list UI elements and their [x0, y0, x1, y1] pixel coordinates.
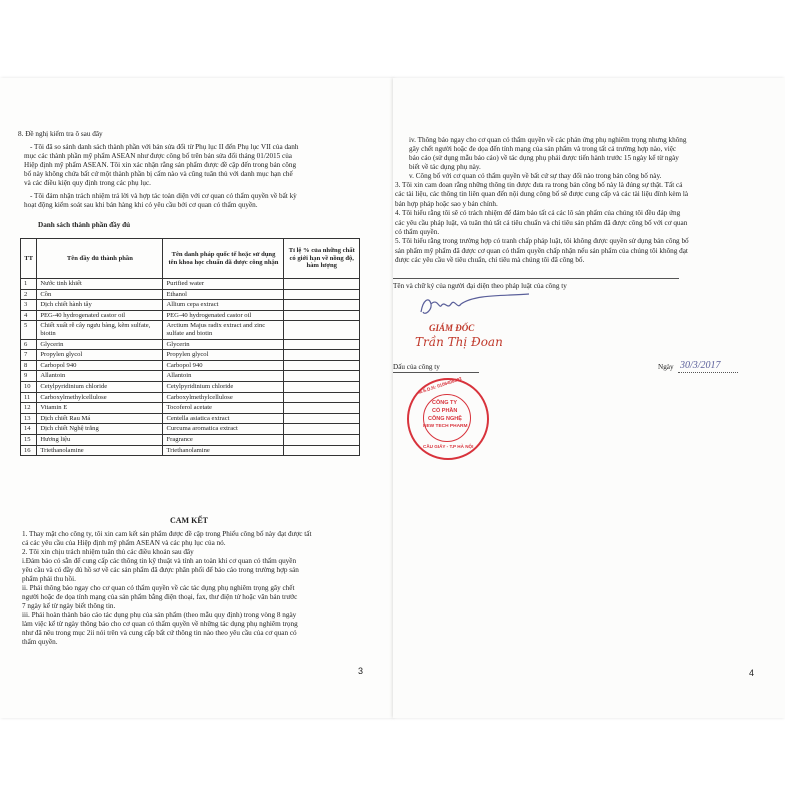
seal-underline [393, 372, 479, 373]
table-cell: Tocoferol acetate [163, 403, 284, 414]
page-number: 3 [358, 666, 364, 676]
table-cell: 12 [21, 403, 37, 414]
table-cell: 11 [21, 392, 37, 403]
right-page-line: biết về tác dụng phụ này. [409, 163, 481, 171]
para1-line: và các điều kiện quy định trong các phụ lục. [24, 179, 151, 187]
table-cell: Cồn [37, 289, 163, 300]
table-cell [284, 310, 360, 321]
table-cell: Carboxylmethylcellulose [37, 392, 163, 403]
right-page-line: v. Công bố với cơ quan có thẩm quyền về bất cứ sự thay đổi nào trong bản công bố này. [409, 172, 662, 180]
table-cell: Propylen glycol [37, 350, 163, 361]
stamp-rim-bottom: CẦU GIẤY - T.P HÀ NỘI [423, 444, 474, 449]
table-cell [284, 445, 360, 456]
para2-line: - Tôi đảm nhận trách nhiệm trả lời và hợp tác toàn diện với cơ quan có thẩm quyền về bất kỳ [30, 192, 297, 200]
table-cell: Nước tinh khiết [37, 279, 163, 290]
signer-label: Tên và chữ ký của người đại diện theo pháp luật của công ty [393, 282, 567, 290]
commit-line: làm việc kể từ ngày thông báo cho cơ quan có thẩm quyền về những tác dụng phụ nghiêm trọng [22, 620, 298, 628]
table-cell: Glycerin [37, 339, 163, 350]
commit-line: phẩm phải thu hồi. [22, 575, 76, 583]
document-page-left [0, 78, 393, 718]
table-cell: 2 [21, 289, 37, 300]
table-cell: Centella asiatica extract [163, 413, 284, 424]
date-value: 30/3/2017 [680, 360, 721, 371]
right-page-line: gây chết người hoặc đe dọa đến tính mạng của sản phẩm và trong tất cả trường hợp nào, việc [409, 145, 677, 153]
stamp-line: CỔ PHẦN [432, 408, 458, 414]
date-underline [678, 372, 738, 373]
table-cell: 14 [21, 424, 37, 435]
table-row [21, 360, 360, 371]
table-cell: 16 [21, 445, 37, 456]
table-cell: 5 [21, 321, 37, 339]
commit-line: cả các yêu cầu của Hiệp định mỹ phẩm ASEAN và các phụ lục của nó. [22, 539, 226, 547]
table-cell: Dịch chiết hành tây [37, 300, 163, 311]
table-cell: Vitamin E [37, 403, 163, 414]
commit-line: thẩm quyền. [22, 638, 58, 646]
para1-line: - Tôi đã so sánh danh sách thành phần với bản sửa đổi từ Phụ lục II đến Phụ lục VII của danh [30, 143, 299, 151]
table-cell: 3 [21, 300, 37, 311]
right-page-line: có thẩm quyền. [395, 228, 440, 236]
commit-line: người hoặc đe dọa tính mạng của sản phẩm bằng điện thoại, fax, thư điện tử hoặc văn bản trước [22, 593, 298, 601]
table-cell: Triethanolamine [163, 445, 284, 456]
table-cell [284, 381, 360, 392]
table-cell: Carbopol 940 [163, 360, 284, 371]
table-cell: Chiết xuất rễ cây ngưu bàng, kẽm sulfate, biotin [37, 321, 163, 339]
table-cell: 6 [21, 339, 37, 350]
divider-line [393, 278, 679, 279]
table-cell: Cetylpyridinium chloride [37, 381, 163, 392]
table-cell: Propylen glycol [163, 350, 284, 361]
table-row [21, 445, 360, 456]
table-cell: 15 [21, 434, 37, 445]
commit-line: iii. Phải hoàn thành báo cáo tác dụng phụ của sản phẩm (theo mẫu quy định) trong vòng 8 ngày [22, 611, 297, 619]
table-cell: 7 [21, 350, 37, 361]
table-row [21, 300, 360, 311]
table-row [21, 424, 360, 435]
para1-line: bố này không chứa bất cứ một thành phần bị cấm nào và cũng tuân thủ với danh mục hạn chế [24, 170, 293, 178]
table-header: Tên đầy đủ thành phần [37, 239, 163, 279]
para1-line: Hiệp định mỹ phẩm ASEAN. Tôi xin xác nhận rằng sản phẩm được đề cập đến trong bản công [24, 161, 297, 169]
right-page-line: các yêu cầu pháp luật, và tuân thủ tất cả tiêu chuẩn và chỉ tiêu sản phẩm đã được công bố với cơ quan [395, 218, 688, 227]
table-row [21, 289, 360, 300]
stamp-line: CÔNG NGHỆ [428, 416, 462, 422]
right-page-line: 5. Tôi hiểu rằng trong trường hợp có tranh chấp pháp luật, tôi không được quyền sử dụng bản công bố [395, 237, 689, 246]
commit-line: ii. Phải thông báo ngay cho cơ quan có thẩm quyền về các tác dụng phụ nghiêm trọng gây chết [22, 584, 295, 592]
signature [415, 290, 535, 324]
table-row [21, 381, 360, 392]
table-row [21, 403, 360, 414]
table-cell: 9 [21, 371, 37, 382]
commit-line: i.Đảm bảo có sẵn để cung cấp các thông tin kỹ thuật và tính an toàn khi cơ quan có thẩm quyền [22, 557, 297, 565]
stamp-line: CÔNG TY [432, 400, 458, 406]
stamp-line: NEW TECH PHARM [423, 424, 468, 429]
table-cell [284, 339, 360, 350]
commit-line: 2. Tôi xin chịu trách nhiệm tuân thủ các điều khoản sau đây [22, 548, 194, 556]
table-cell [284, 350, 360, 361]
table-row [21, 392, 360, 403]
table-cell [284, 392, 360, 403]
table-header: TT [21, 239, 37, 279]
director-name: Trần Thị Đoan [415, 335, 503, 349]
commit-title: CAM KẾT [170, 516, 208, 525]
table-cell: Arctium Majus radix extract and zinc sulfate and biotin [163, 321, 284, 339]
director-title: GIÁM ĐỐC [429, 323, 475, 333]
right-page-line: 4. Tôi hiểu rằng tôi sẽ có trách nhiệm để đảm bảo tất cả các lô sản phẩm của chúng tôi đều đáp ứng [395, 209, 681, 218]
table-cell: 10 [21, 381, 37, 392]
table-cell: Fragrance [163, 434, 284, 445]
document-page-right [393, 78, 785, 718]
table-cell: Cetylpyridinium chloride [163, 381, 284, 392]
table-row [21, 279, 360, 290]
table-row [21, 350, 360, 361]
commit-line: yêu cầu và có đầy đủ hồ sơ về các sản phẩm đã được phân phối để báo cáo trong trường hợp sản [22, 566, 299, 574]
table-row [21, 310, 360, 321]
table-cell [284, 413, 360, 424]
table-cell [284, 289, 360, 300]
right-page-line: báo cáo (sử dụng mẫu báo cáo) về tác dụng phụ phải được tiến hành trước 15 ngày kể từ ngày [409, 154, 679, 162]
table-cell: PEG-40 hydrogenated castor oil [37, 310, 163, 321]
table-cell [284, 360, 360, 371]
table-cell: 1 [21, 279, 37, 290]
table-cell [284, 371, 360, 382]
right-page-line: 3. Tôi xin cam đoan rằng những thông tin được đưa ra trong bản công bố này là đúng sự thật. Tất cả [395, 181, 683, 189]
right-page-line: được các yêu cầu về tiêu chuẩn, chỉ tiêu mà chúng tôi đã công bố. [395, 256, 585, 265]
table-cell: Ethanol [163, 289, 284, 300]
table-cell [284, 300, 360, 311]
table-cell: Carbopol 940 [37, 360, 163, 371]
table-cell: Dịch chiết Nghệ trắng [37, 424, 163, 435]
table-cell: Hương liệu [37, 434, 163, 445]
right-page-line: các tài liệu, các thông tin liên quan đến nội dung công bố sẽ được cung cấp và các tài liệu đính kèm là [395, 190, 689, 199]
table-row [21, 434, 360, 445]
ingredient-table [20, 238, 360, 456]
right-page-line: sản phẩm mỹ phẩm đã được cơ quan có thẩm quyền chấp nhận nếu sản phẩm của chúng tôi không đạt [395, 246, 688, 255]
para2-line: hoạt động kiểm soát sau khi bán hàng khi có yêu cầu bởi cơ quan có thẩm quyền. [24, 201, 258, 209]
table-cell [284, 403, 360, 414]
table-cell: Dịch chiết Rau Má [37, 413, 163, 424]
table-cell: Glycerin [163, 339, 284, 350]
table-cell: 4 [21, 310, 37, 321]
seal-label: Dấu của công ty [393, 363, 440, 371]
table-cell [284, 279, 360, 290]
commit-line: như đã nêu trong mục 2ii nói trên và cung cấp bất cứ thông tin nào theo yêu cầu của cơ quan có [22, 629, 297, 637]
table-header: Tỉ lệ % của những chất có giới hạn về nồng độ, hàm lượng [284, 239, 360, 279]
stamp-rim-top: M.S.D.N: 0106408392 [417, 376, 463, 395]
table-cell: Allantoin [37, 371, 163, 382]
table-cell: Allantoin [163, 371, 284, 382]
table-cell [284, 434, 360, 445]
para1-line: mục các thành phần mỹ phẩm ASEAN như được công bố trên bản sửa đổi tháng 01/2015 của [24, 152, 292, 160]
table-cell [284, 321, 360, 339]
table-cell: Allium cepa extract [163, 300, 284, 311]
table-cell: 13 [21, 413, 37, 424]
table-cell [284, 424, 360, 435]
right-page-line: bản hợp pháp hoặc sao y bản chính. [395, 199, 498, 208]
table-row [21, 413, 360, 424]
commit-line: 7 ngày kể từ ngày biết thông tin. [22, 602, 116, 610]
table-cell: Triethanolamine [37, 445, 163, 456]
table-row [21, 371, 360, 382]
table-cell: 8 [21, 360, 37, 371]
ingredient-list-title: Danh sách thành phần đầy đủ [38, 221, 131, 229]
right-page-line: iv. Thông báo ngay cho cơ quan có thẩm quyền về các phản ứng phụ nghiêm trọng nhưng không [409, 136, 687, 144]
table-cell: Purified water [163, 279, 284, 290]
table-header: Tên danh pháp quốc tế hoặc sử dụng tên khoa học chuẩn đã được công nhận [163, 239, 284, 279]
company-stamp [407, 378, 489, 460]
table-row [21, 321, 360, 339]
table-cell: Carboxylmethylcellulose [163, 392, 284, 403]
table-cell: Curcuma aromatica extract [163, 424, 284, 435]
item-8-heading: 8. Đề nghị kiểm tra ô sau đây [18, 130, 103, 138]
table-row [21, 339, 360, 350]
table-cell: PEG-40 hydrogenated castor oil [163, 310, 284, 321]
commit-line: 1. Thay mặt cho công ty, tôi xin cam kết sản phẩm được đề cập trong Phiếu công bố này đạt được tất [22, 530, 312, 538]
page-number: 4 [749, 668, 755, 678]
date-label: Ngày [658, 363, 674, 371]
